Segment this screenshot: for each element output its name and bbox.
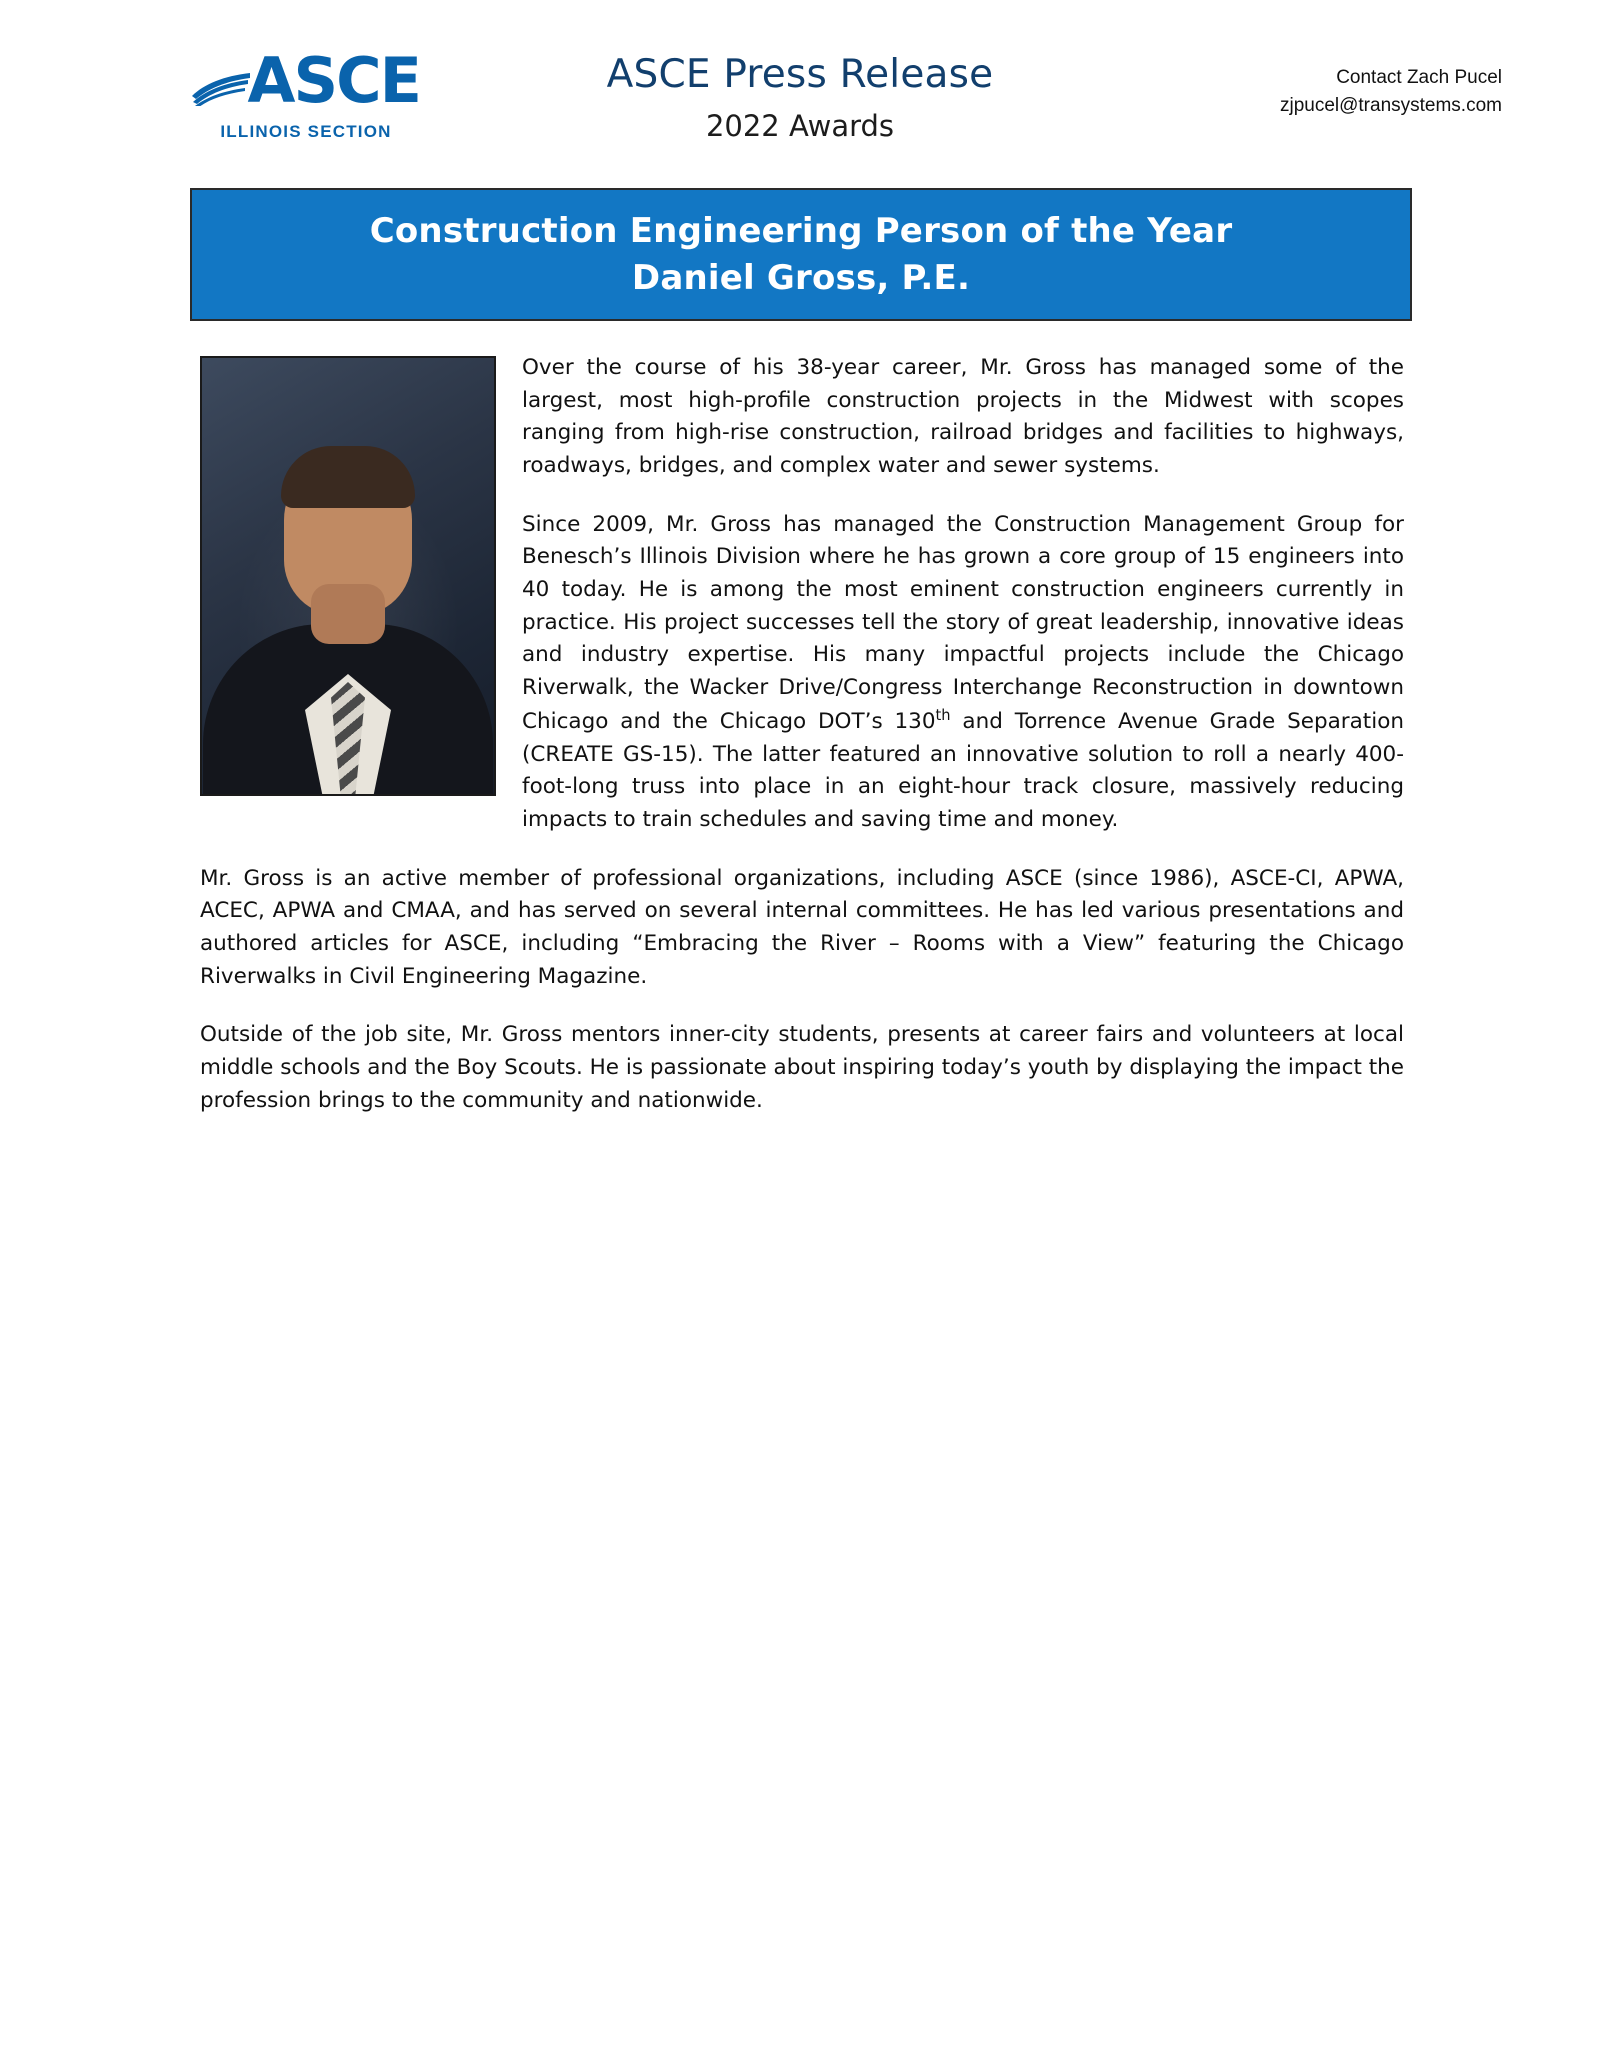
- contact-name: Contact Zach Pucel: [1336, 67, 1502, 88]
- recipient-portrait: [200, 356, 496, 796]
- award-title: Construction Engineering Person of the Year: [369, 211, 1233, 251]
- body-paragraph-2-superscript: th: [935, 706, 951, 724]
- page-subtitle: 2022 Awards: [705, 109, 895, 143]
- body-paragraph-4: Outside of the job site, Mr. Gross mentors inner-city students, presents at career fairs and volunteers at local middle schools and the Boy Scouts. He is passionate about inspiring today’s youth by displaying the impact the profession brings to the community and nationwide.: [200, 1022, 1404, 1113]
- asce-wordmark: ASCE: [247, 44, 420, 117]
- portrait-hair: [281, 446, 415, 508]
- body-paragraph-2-part1: Since 2009, Mr. Gross has managed the Construction Management Group for Benesch’s Illinois Division where he has grown a core group of 15 engineers into 40 today. He is among the most eminent construction engineers currently in practice. His project successes tell the story of great leadership, innovative ideas and industry expertise. His many impactful projects include the Chicago Riverwalk, the Wacker Drive/Congress Interchange Reconstruction in downtown Chicago and the Chicago DOT’s 130: [522, 511, 1404, 734]
- asce-logo: [186, 42, 426, 142]
- asce-swoosh-icon: [190, 62, 252, 106]
- contact-info: [1202, 64, 1502, 119]
- title-block: [470, 52, 1130, 143]
- asce-logo-mark: [186, 42, 424, 120]
- page-title: ASCE Press Release: [606, 52, 994, 97]
- award-banner: [190, 188, 1412, 321]
- document-header: [0, 30, 1600, 170]
- body-paragraph-2-part2: and Torrence Avenue Grade Separation (CREATE GS-15). The latter featured an innovative solution to roll a nearly 400-foot-long truss into place in an eight-hour track closure, massively reducing impacts to train schedules and saving time and money.: [522, 708, 1404, 832]
- award-recipient: Daniel Gross, P.E.: [631, 257, 971, 298]
- body-paragraph-1: Over the course of his 38-year career, Mr. Gross has managed some of the largest, most high-profile construction projects in the Midwest with scopes ranging from high-rise construction, railroad bridges and facilities to highways, roadways, bridges, and complex water and sewer systems.: [522, 355, 1404, 479]
- portrait-neck: [311, 584, 385, 644]
- asce-logo-subtitle: ILLINOIS SECTION: [220, 122, 392, 141]
- contact-email[interactable]: zjpucel@transystems.com: [1279, 94, 1502, 116]
- document-body: [200, 352, 1404, 1117]
- body-paragraph-3: Mr. Gross is an active member of professional organizations, including ASCE (since 1986), ASCE-CI, APWA, ACEC, APWA and CMAA, and has served on several internal committees. He has led various presentations and authored articles for ASCE, including “Embracing the River – Rooms with a View” featuring the Chicago Riverwalks in Civil Engineering Magazine.: [200, 865, 1404, 989]
